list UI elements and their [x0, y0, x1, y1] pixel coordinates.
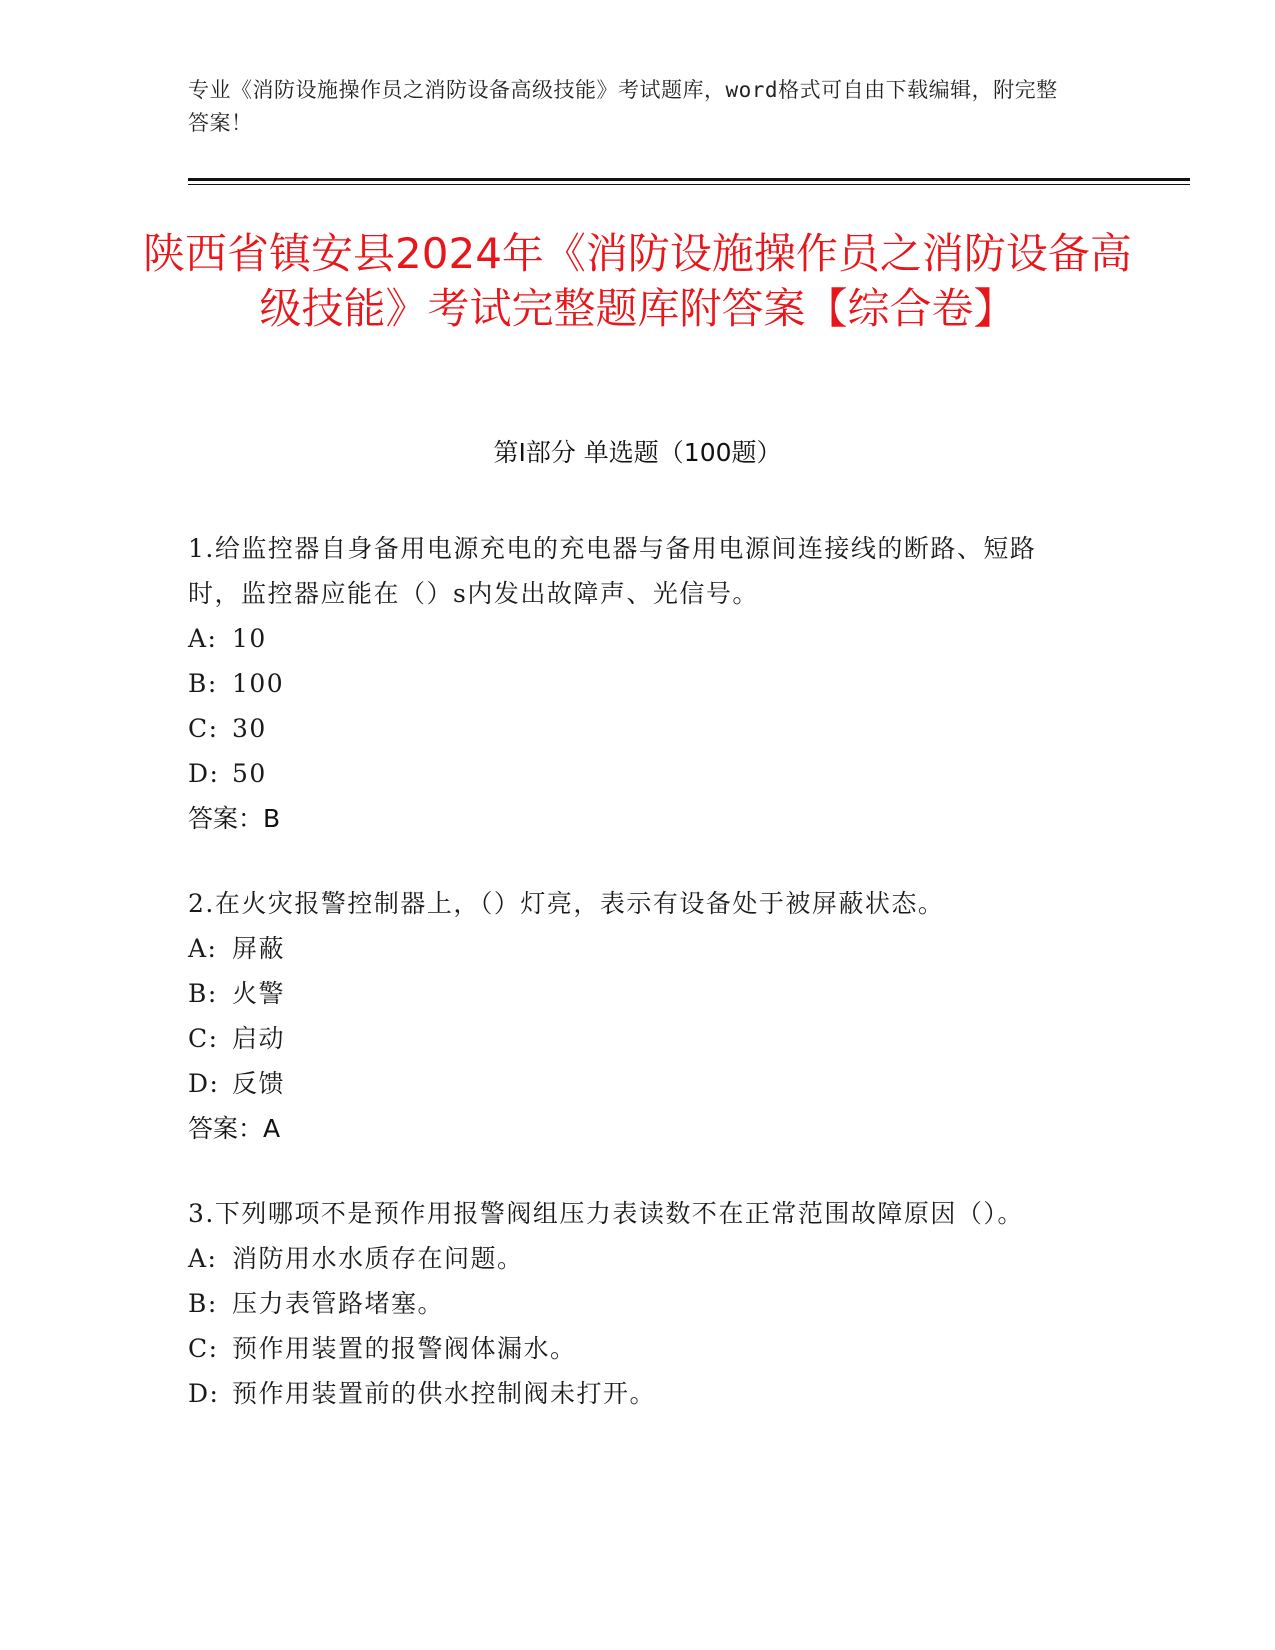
option-key: C: — [188, 714, 219, 743]
option-text: 100 — [232, 669, 285, 698]
question-stem: 1.给监控器自身备用电源充电的充电器与备用电源间连接线的断路、短路时，监控器应能在（）s内发出故障声、光信号。 — [188, 534, 1037, 608]
question-stem: 3.下列哪项不是预作用报警阀组压力表读数不在正常范围故障原因（）。 — [188, 1199, 1024, 1228]
question-stem: 2.在火灾报警控制器上，（）灯亮，表示有设备处于被屏蔽状态。 — [188, 889, 945, 918]
option-text: 预作用装置前的供水控制阀未打开。 — [232, 1379, 657, 1408]
option-c — [188, 1326, 1068, 1371]
question-1 — [188, 526, 1068, 841]
option-text: 50 — [232, 759, 267, 788]
question-list — [188, 526, 1068, 1456]
option-key: D: — [188, 1379, 220, 1408]
option-key: B: — [188, 979, 218, 1008]
question-3 — [188, 1191, 1068, 1416]
option-a — [188, 616, 1068, 661]
option-text: 启动 — [232, 1024, 286, 1053]
question-2 — [188, 881, 1068, 1151]
answer-label: 答案： — [188, 804, 264, 833]
option-key: A: — [188, 624, 218, 653]
option-d — [188, 751, 1068, 796]
option-text: 反馈 — [232, 1069, 286, 1098]
answer-value: A — [263, 1114, 281, 1143]
option-text: 压力表管路堵塞。 — [232, 1289, 445, 1318]
document-title: 陕西省镇安县2024年《消防设施操作员之消防设备高级技能》考试完整题库附答案【综合卷】 — [143, 229, 1132, 333]
option-a — [188, 926, 1068, 971]
option-a — [188, 1236, 1068, 1281]
header-divider-thin — [188, 184, 1190, 185]
option-b — [188, 1281, 1068, 1326]
option-key: A: — [188, 934, 218, 963]
option-text: 预作用装置的报警阀体漏水。 — [232, 1334, 577, 1363]
option-d — [188, 1371, 1068, 1416]
option-key: B: — [188, 669, 218, 698]
option-text: 火警 — [232, 979, 286, 1008]
option-c — [188, 706, 1068, 751]
option-c — [188, 1016, 1068, 1061]
header-divider-thick — [188, 178, 1190, 181]
answer-value: B — [263, 804, 281, 833]
option-key: C: — [188, 1334, 219, 1363]
option-b — [188, 971, 1068, 1016]
option-text: 10 — [232, 624, 267, 653]
section-title: 第I部分 单选题（100题） — [493, 438, 782, 467]
option-key: D: — [188, 1069, 220, 1098]
option-d — [188, 1061, 1068, 1106]
option-key: C: — [188, 1024, 219, 1053]
option-key: A: — [188, 1244, 218, 1273]
answer-line — [188, 796, 1068, 841]
option-text: 屏蔽 — [232, 934, 286, 963]
option-b — [188, 661, 1068, 706]
answer-line — [188, 1106, 1068, 1151]
option-text: 30 — [232, 714, 267, 743]
option-key: B: — [188, 1289, 218, 1318]
header-note: 专业《消防设施操作员之消防设备高级技能》考试题库，word格式可自由下载编辑，附完整答案！ — [188, 78, 1058, 135]
option-text: 消防用水水质存在问题。 — [232, 1244, 524, 1273]
answer-label: 答案： — [188, 1114, 264, 1143]
option-key: D: — [188, 759, 220, 788]
